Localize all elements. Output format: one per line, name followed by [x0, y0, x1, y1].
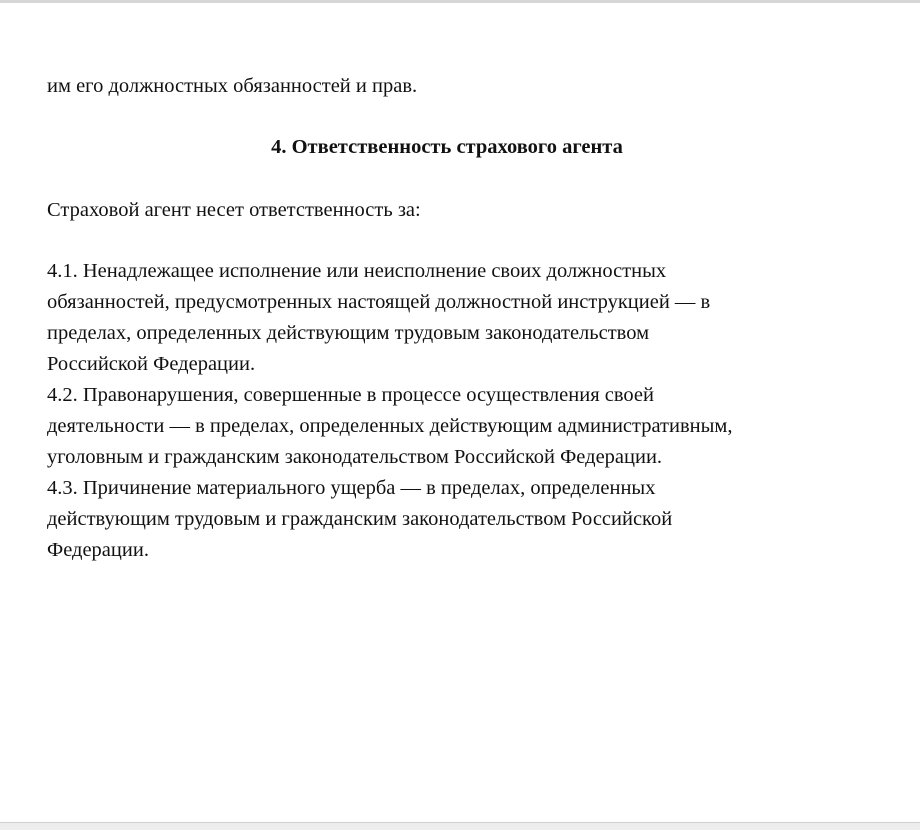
item-line: обязанностей, предусмотренных настоящей должностной инструкцией — в [47, 291, 711, 313]
document-page [47, 71, 877, 566]
item-line: Федерации. [47, 539, 149, 561]
item-line: деятельности — в пределах, определенных действующим административным, [47, 415, 733, 437]
item-line: уголовным и гражданским законодательством Российской Федерации. [47, 446, 663, 468]
list-item [47, 380, 877, 473]
list-item [47, 473, 877, 566]
section-heading: 4. Ответственность страхового агента [271, 136, 623, 158]
item-line: действующим трудовым и гражданским законодательством Российской [47, 508, 673, 530]
item-line: 4.2. Правонарушения, совершенные в процессе осуществления своей [47, 384, 654, 406]
top-border [0, 0, 920, 3]
responsibility-list [47, 256, 877, 566]
continued-paragraph: им его должностных обязанностей и прав. [47, 75, 418, 97]
item-line: 4.1. Ненадлежащее исполнение или неисполнение своих должностных [47, 260, 667, 282]
intro-paragraph: Страховой агент несет ответственность за: [47, 199, 421, 221]
list-item [47, 256, 877, 380]
item-line: 4.3. Причинение материального ущерба — в пределах, определенных [47, 477, 656, 499]
item-line: Российской Федерации. [47, 353, 256, 375]
bottom-border [0, 822, 920, 830]
item-line: пределах, определенных действующим трудовым законодательством [47, 322, 650, 344]
